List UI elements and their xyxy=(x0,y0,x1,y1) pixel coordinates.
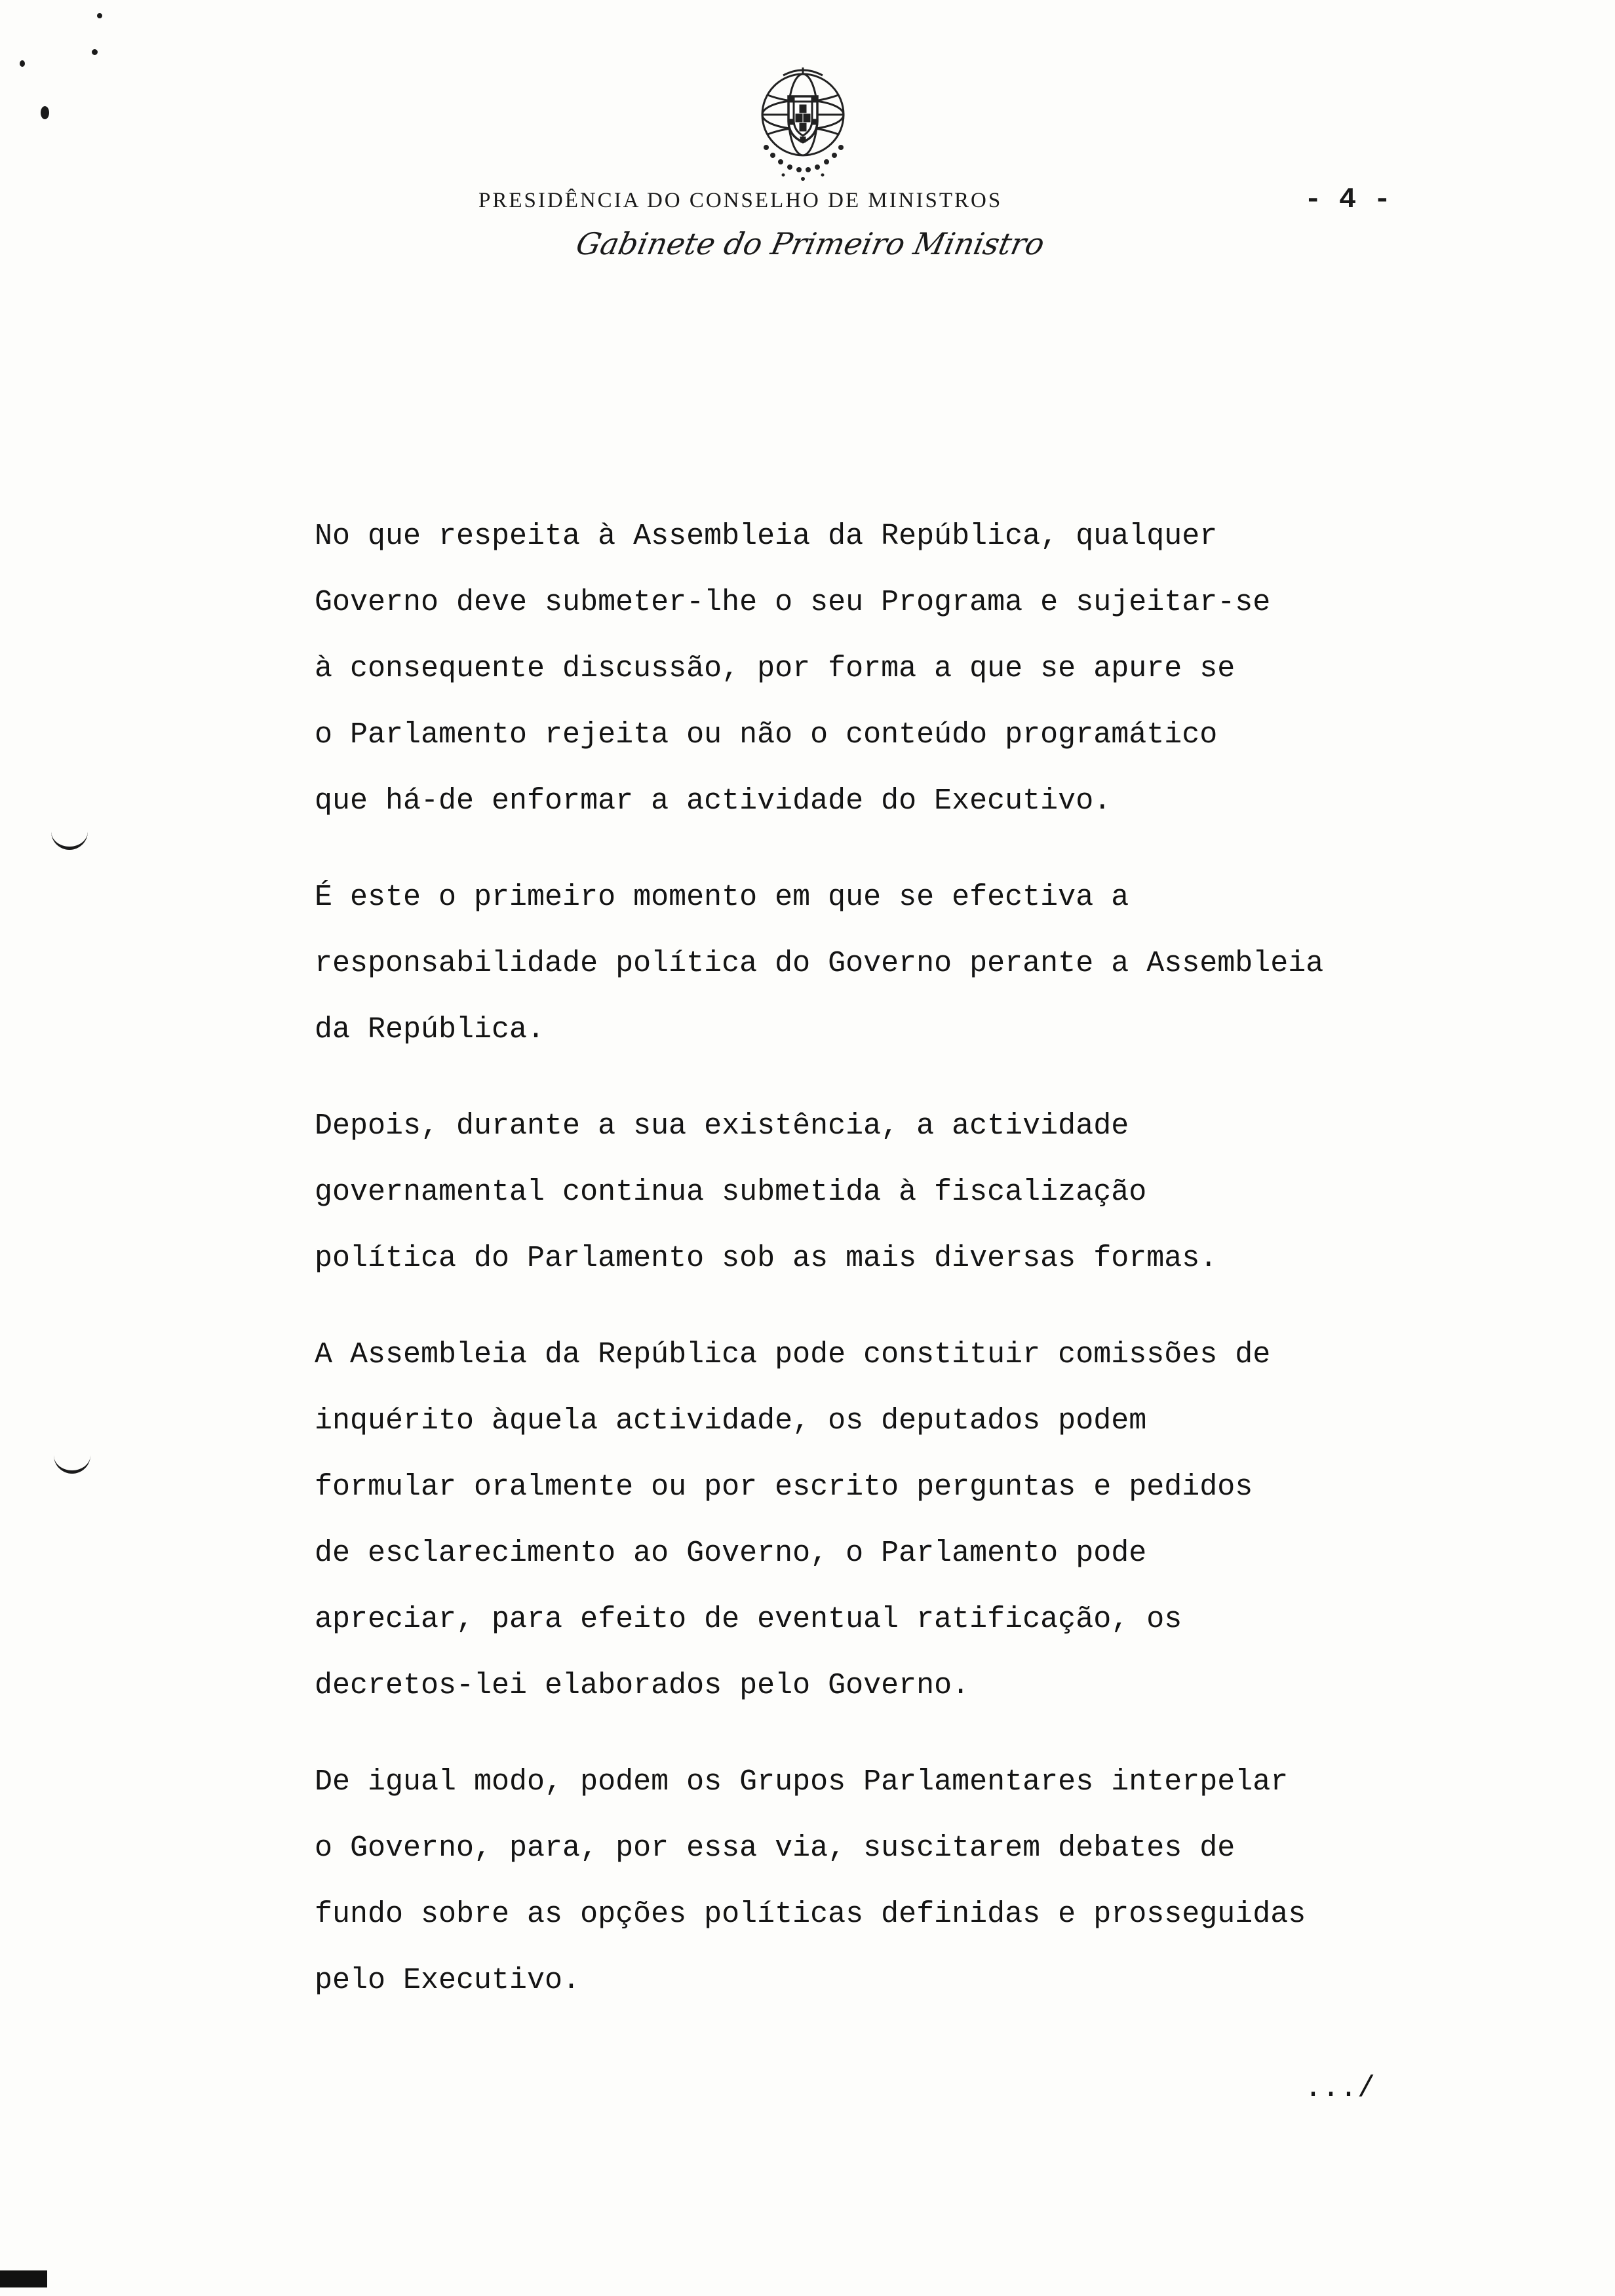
paragraph xyxy=(315,1093,1468,1292)
paragraph xyxy=(315,503,1468,834)
punch-hole-mark xyxy=(41,106,49,119)
text-line: inquérito àquela actividade, os deputados podem xyxy=(315,1404,1147,1438)
organization-heading: PRESIDÊNCIA DO CONSELHO DE MINISTROS xyxy=(478,189,1003,212)
binding-mark xyxy=(54,1451,90,1474)
text-line: da República. xyxy=(315,1013,545,1046)
text-line: responsabilidade política do Governo perante a Assembleia xyxy=(315,947,1324,980)
text-line: Governo deve submeter-lhe o seu Programa e sujeitar-se xyxy=(315,586,1271,619)
text-line: governamental continua submetida à fiscalização xyxy=(315,1176,1147,1209)
paragraph xyxy=(315,1322,1468,1719)
text-line: de esclarecimento ao Governo, o Parlamento pode xyxy=(315,1537,1147,1570)
paragraph xyxy=(315,1749,1468,2014)
text-line: o Parlamento rejeita ou não o conteúdo programático xyxy=(315,718,1218,752)
text-line: à consequente discussão, por forma a que se apure se xyxy=(315,652,1236,685)
text-line: o Governo, para, por essa via, suscitarem debates de xyxy=(315,1831,1236,1865)
binding-mark xyxy=(51,827,88,850)
text-line: De igual modo, podem os Grupos Parlamentares interpelar xyxy=(315,1765,1289,1799)
text-line: No que respeita à Assembleia da República, qualquer xyxy=(315,520,1218,553)
text-line: apreciar, para efeito de eventual ratificação, os xyxy=(315,1603,1182,1636)
text-line: Depois, durante a sua existência, a actividade xyxy=(315,1109,1129,1143)
continuation-mark: .../ xyxy=(1304,2072,1376,2105)
office-subheading: Gabinete do Primeiro Ministro xyxy=(573,226,1048,261)
paragraph xyxy=(315,864,1468,1063)
text-line: política do Parlamento sob as mais diversas formas. xyxy=(315,1242,1218,1275)
scan-speck xyxy=(20,60,25,67)
text-line: decretos-lei elaborados pelo Governo. xyxy=(315,1669,970,1702)
text-line: É este o primeiro momento em que se efectiva a xyxy=(315,881,1129,914)
page-number: - 4 - xyxy=(1304,183,1391,216)
scan-edge-mark xyxy=(0,2270,47,2287)
scan-speck xyxy=(97,13,102,18)
scan-speck xyxy=(92,49,98,55)
text-line: formular oralmente ou por escrito perguntas e pedidos xyxy=(315,1470,1253,1504)
text-line: pelo Executivo. xyxy=(315,1964,581,1997)
coat-of-arms-icon xyxy=(744,56,862,187)
text-line: fundo sobre as opções políticas definidas e prosseguidas xyxy=(315,1898,1306,1931)
text-line: A Assembleia da República pode constituir comissões de xyxy=(315,1338,1271,1371)
document-body xyxy=(315,503,1468,2044)
text-line: que há-de enformar a actividade do Executivo. xyxy=(315,784,1112,818)
